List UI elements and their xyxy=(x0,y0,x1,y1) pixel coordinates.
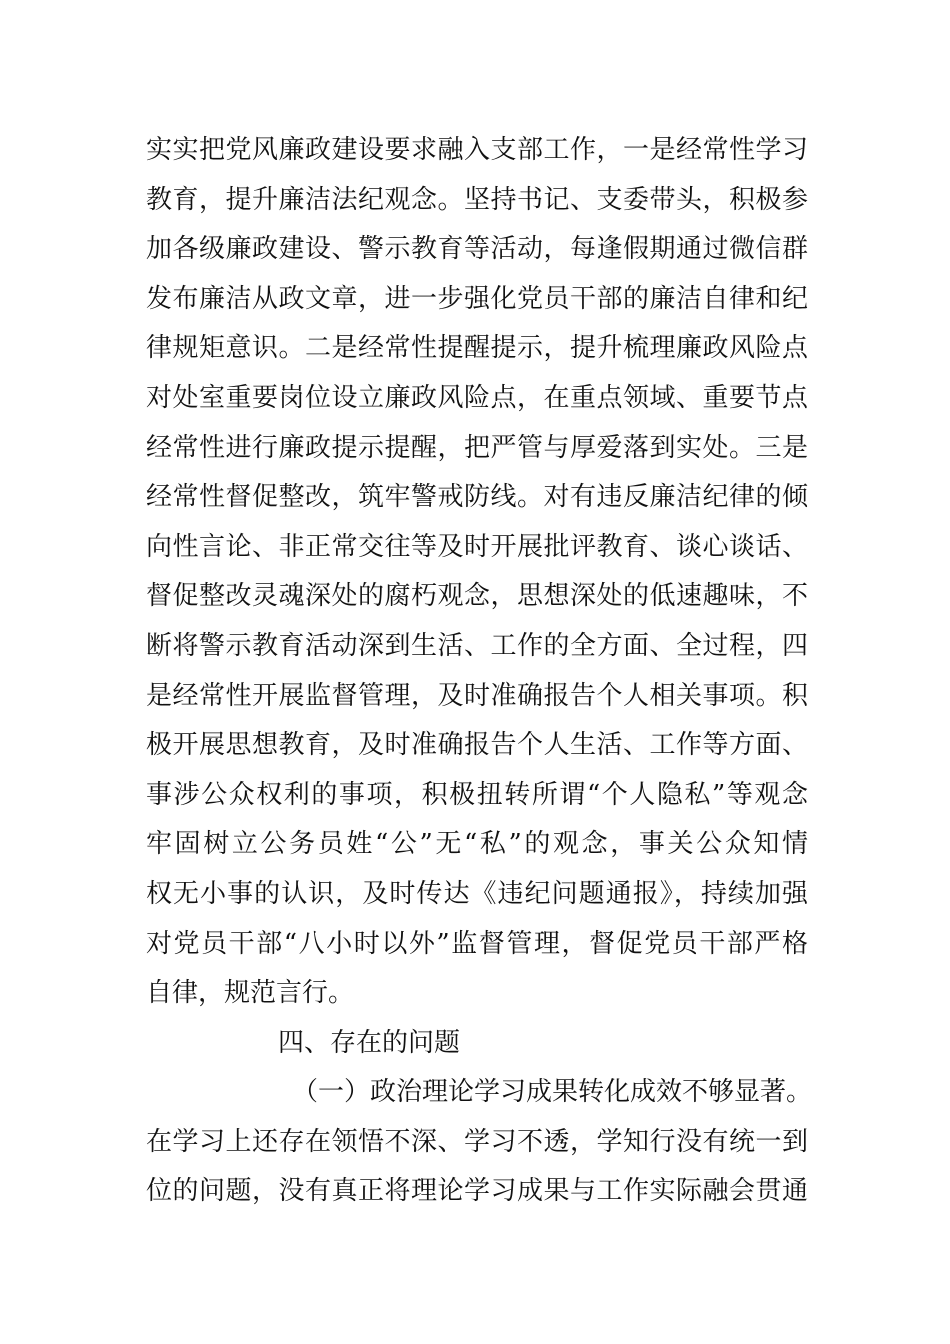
paragraph-line: 对党员干部“八小时以外”监督管理，督促党员干部严格 xyxy=(146,928,808,959)
paragraph-line: 位的问题，没有真正将理论学习成果与工作实际融会贯通 xyxy=(146,1176,808,1207)
paragraph-line: 断将警示教育活动深到生活、工作的全方面、全过程，四 xyxy=(146,630,808,661)
paragraph-line: 发布廉洁从政文章，进一步强化党员干部的廉洁自律和纪 xyxy=(146,283,808,314)
paragraph-line: 权无小事的认识，及时传达《违纪问题通报》，持续加强 xyxy=(146,878,808,909)
paragraph-line: 在学习上还存在领悟不深、学习不透，学知行没有统一到 xyxy=(146,1126,808,1157)
paragraph-line: 极开展思想教育，及时准确报告个人生活、工作等方面、 xyxy=(146,730,808,761)
subsection-heading: （一）政治理论学习成果转化成效不够显著。 xyxy=(292,1077,813,1108)
paragraph-line: 自律，规范言行。 xyxy=(146,978,355,1009)
paragraph-line: 经常性进行廉政提示提醒，把严管与厚爱落到实处。三是 xyxy=(146,432,808,463)
paragraph-line: 教育，提升廉洁法纪观念。坚持书记、支委带头，积极参 xyxy=(146,184,808,215)
paragraph-line: 律规矩意识。二是经常性提醒提示，提升梳理廉政风险点 xyxy=(146,333,808,364)
section-heading: 四、存在的问题 xyxy=(278,1027,461,1058)
paragraph-line: 事涉公众权利的事项，积极扭转所谓“个人隐私”等观念 xyxy=(146,779,808,810)
paragraph-line: 实实把党风廉政建设要求融入支部工作，一是经常性学习 xyxy=(146,135,808,165)
paragraph-line: 加各级廉政建设、警示教育等活动，每逢假期通过微信群 xyxy=(146,234,808,265)
paragraph-line: 经常性督促整改，筑牢警戒防线。对有违反廉洁纪律的倾 xyxy=(146,482,808,513)
paragraph-line: 牢固树立公务员姓“公”无“私”的观念，事关公众知情 xyxy=(146,829,808,860)
paragraph-line: 向性言论、非正常交往等及时开展批评教育、谈心谈话、 xyxy=(146,531,808,562)
document-body xyxy=(146,126,813,1217)
paragraph-line: 督促整改灵魂深处的腐朽观念，思想深处的低速趣味，不 xyxy=(146,581,808,612)
paragraph-line: 是经常性开展监督管理，及时准确报告个人相关事项。积 xyxy=(146,680,808,711)
paragraph-line: 对处室重要岗位设立廉政风险点，在重点领域、重要节点 xyxy=(146,382,808,413)
